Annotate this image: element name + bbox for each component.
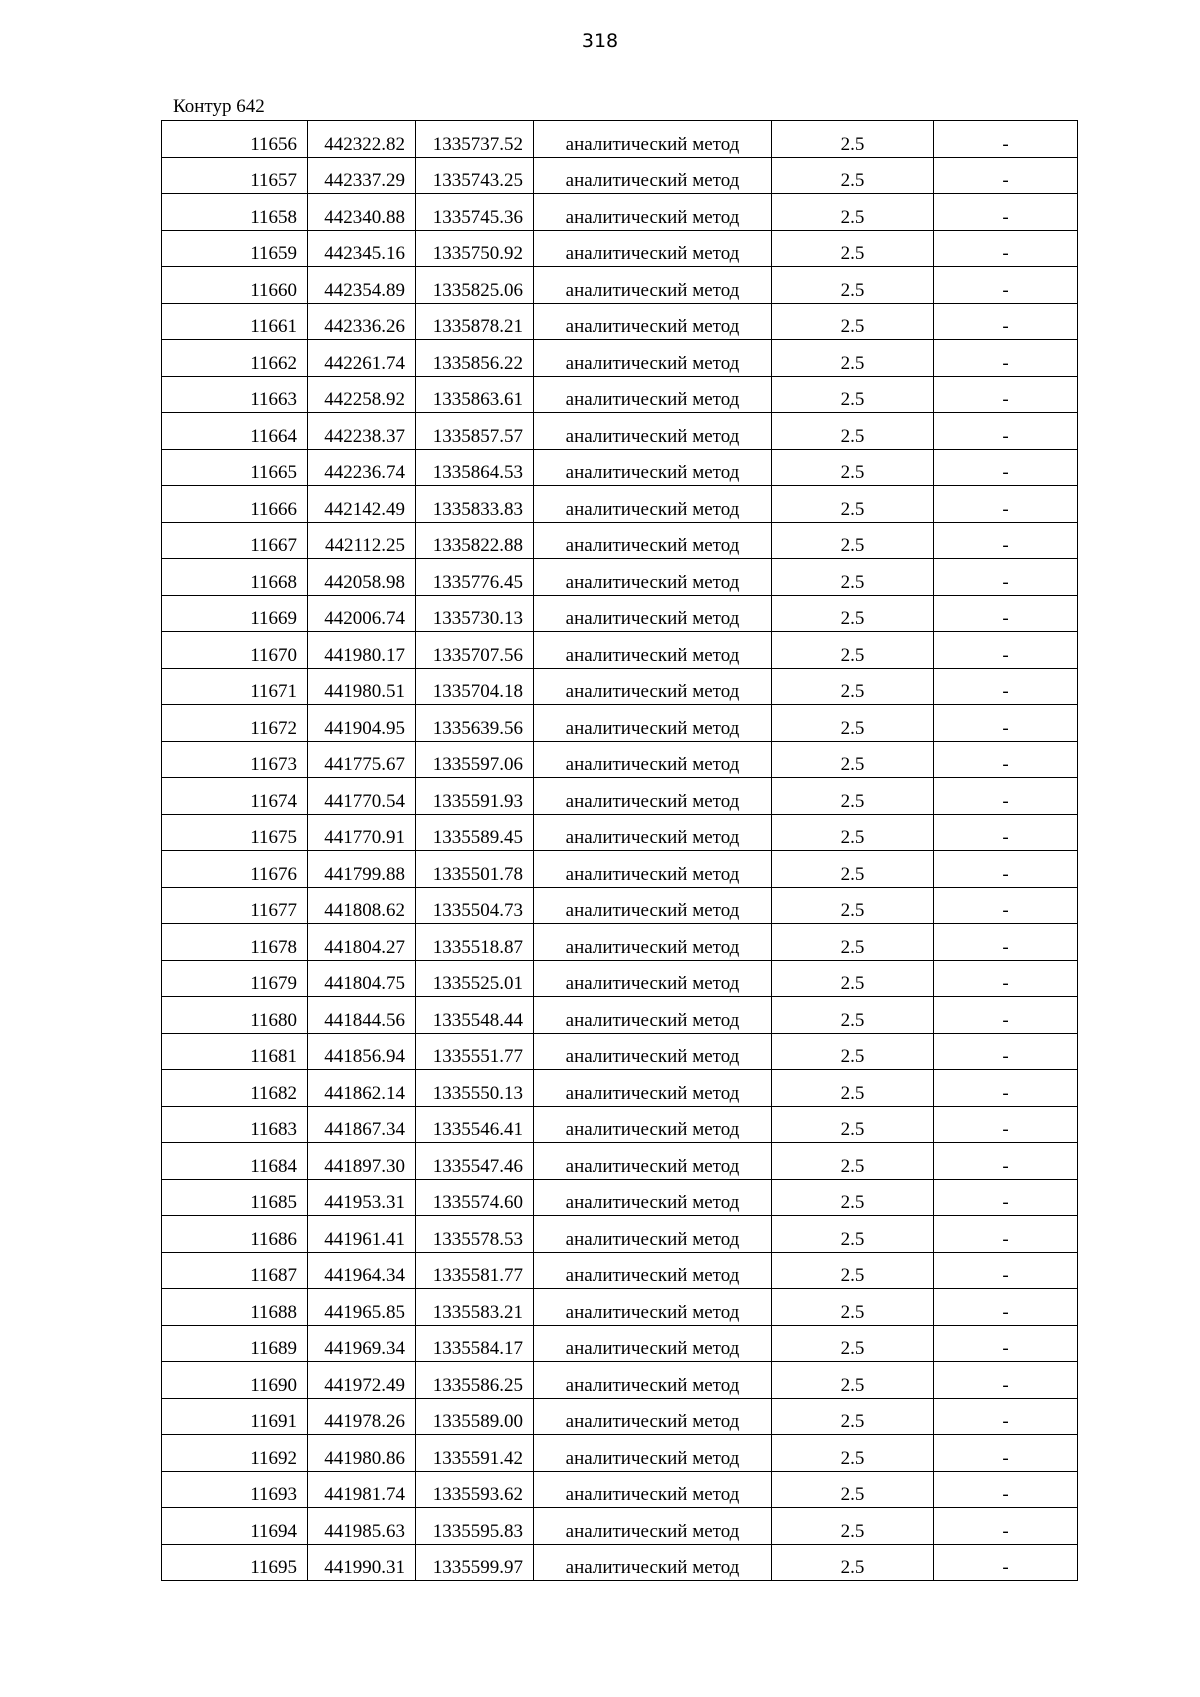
table-row bbox=[162, 267, 1078, 304]
x-coordinate-cell: 442336.26 bbox=[308, 303, 416, 340]
accuracy-cell: 2.5 bbox=[772, 1216, 934, 1253]
point-number-cell: 11687 bbox=[162, 1252, 308, 1289]
description-cell: - bbox=[934, 960, 1078, 997]
accuracy-cell: 2.5 bbox=[772, 157, 934, 194]
point-number-cell: 11670 bbox=[162, 632, 308, 669]
method-cell: аналитический метод bbox=[534, 668, 772, 705]
x-coordinate-cell: 441980.86 bbox=[308, 1435, 416, 1472]
method-cell: аналитический метод bbox=[534, 1435, 772, 1472]
accuracy-cell: 2.5 bbox=[772, 376, 934, 413]
method-cell: аналитический метод bbox=[534, 449, 772, 486]
table-row bbox=[162, 887, 1078, 924]
point-number-cell: 11692 bbox=[162, 1435, 308, 1472]
description-cell: - bbox=[934, 230, 1078, 267]
table-row bbox=[162, 1033, 1078, 1070]
y-coordinate-cell: 1335578.53 bbox=[416, 1216, 534, 1253]
point-number-cell: 11673 bbox=[162, 741, 308, 778]
x-coordinate-cell: 441980.51 bbox=[308, 668, 416, 705]
method-cell: аналитический метод bbox=[534, 1398, 772, 1435]
description-cell: - bbox=[934, 778, 1078, 815]
x-coordinate-cell: 441770.54 bbox=[308, 778, 416, 815]
table-row bbox=[162, 1471, 1078, 1508]
accuracy-cell: 2.5 bbox=[772, 559, 934, 596]
accuracy-cell: 2.5 bbox=[772, 230, 934, 267]
point-number-cell: 11681 bbox=[162, 1033, 308, 1070]
accuracy-cell: 2.5 bbox=[772, 1325, 934, 1362]
y-coordinate-cell: 1335639.56 bbox=[416, 705, 534, 742]
accuracy-cell: 2.5 bbox=[772, 194, 934, 231]
description-cell: - bbox=[934, 1435, 1078, 1472]
y-coordinate-cell: 1335550.13 bbox=[416, 1070, 534, 1107]
y-coordinate-cell: 1335548.44 bbox=[416, 997, 534, 1034]
y-coordinate-cell: 1335743.25 bbox=[416, 157, 534, 194]
description-cell: - bbox=[934, 1252, 1078, 1289]
point-number-cell: 11672 bbox=[162, 705, 308, 742]
method-cell: аналитический метод bbox=[534, 121, 772, 158]
x-coordinate-cell: 442354.89 bbox=[308, 267, 416, 304]
description-cell: - bbox=[934, 1179, 1078, 1216]
description-cell: - bbox=[934, 1398, 1078, 1435]
method-cell: аналитический метод bbox=[534, 522, 772, 559]
y-coordinate-cell: 1335583.21 bbox=[416, 1289, 534, 1326]
x-coordinate-cell: 441969.34 bbox=[308, 1325, 416, 1362]
method-cell: аналитический метод bbox=[534, 376, 772, 413]
point-number-cell: 11667 bbox=[162, 522, 308, 559]
method-cell: аналитический метод bbox=[534, 1252, 772, 1289]
table-row bbox=[162, 741, 1078, 778]
y-coordinate-cell: 1335591.93 bbox=[416, 778, 534, 815]
point-number-cell: 11676 bbox=[162, 851, 308, 888]
accuracy-cell: 2.5 bbox=[772, 1508, 934, 1545]
method-cell: аналитический метод bbox=[534, 1508, 772, 1545]
method-cell: аналитический метод bbox=[534, 157, 772, 194]
accuracy-cell: 2.5 bbox=[772, 887, 934, 924]
table-row bbox=[162, 559, 1078, 596]
y-coordinate-cell: 1335864.53 bbox=[416, 449, 534, 486]
table-row bbox=[162, 230, 1078, 267]
point-number-cell: 11660 bbox=[162, 267, 308, 304]
page-number: 318 bbox=[581, 30, 619, 52]
y-coordinate-cell: 1335750.92 bbox=[416, 230, 534, 267]
point-number-cell: 11693 bbox=[162, 1471, 308, 1508]
table-row bbox=[162, 303, 1078, 340]
table-row bbox=[162, 486, 1078, 523]
point-number-cell: 11694 bbox=[162, 1508, 308, 1545]
x-coordinate-cell: 441978.26 bbox=[308, 1398, 416, 1435]
x-coordinate-cell: 441804.27 bbox=[308, 924, 416, 961]
accuracy-cell: 2.5 bbox=[772, 486, 934, 523]
y-coordinate-cell: 1335878.21 bbox=[416, 303, 534, 340]
table-row bbox=[162, 1070, 1078, 1107]
table-row bbox=[162, 1106, 1078, 1143]
table-row bbox=[162, 960, 1078, 997]
method-cell: аналитический метод bbox=[534, 1179, 772, 1216]
description-cell: - bbox=[934, 121, 1078, 158]
method-cell: аналитический метод bbox=[534, 1143, 772, 1180]
point-number-cell: 11686 bbox=[162, 1216, 308, 1253]
method-cell: аналитический метод bbox=[534, 1362, 772, 1399]
accuracy-cell: 2.5 bbox=[772, 449, 934, 486]
y-coordinate-cell: 1335546.41 bbox=[416, 1106, 534, 1143]
table-row bbox=[162, 1435, 1078, 1472]
description-cell: - bbox=[934, 194, 1078, 231]
description-cell: - bbox=[934, 303, 1078, 340]
description-cell: - bbox=[934, 924, 1078, 961]
accuracy-cell: 2.5 bbox=[772, 1435, 934, 1472]
method-cell: аналитический метод bbox=[534, 1544, 772, 1581]
method-cell: аналитический метод bbox=[534, 1106, 772, 1143]
accuracy-cell: 2.5 bbox=[772, 1289, 934, 1326]
table-row bbox=[162, 997, 1078, 1034]
method-cell: аналитический метод bbox=[534, 1325, 772, 1362]
description-cell: - bbox=[934, 595, 1078, 632]
y-coordinate-cell: 1335501.78 bbox=[416, 851, 534, 888]
x-coordinate-cell: 441980.17 bbox=[308, 632, 416, 669]
method-cell: аналитический метод bbox=[534, 230, 772, 267]
accuracy-cell: 2.5 bbox=[772, 1252, 934, 1289]
accuracy-cell: 2.5 bbox=[772, 960, 934, 997]
x-coordinate-cell: 442322.82 bbox=[308, 121, 416, 158]
table-row bbox=[162, 668, 1078, 705]
description-cell: - bbox=[934, 851, 1078, 888]
x-coordinate-cell: 441953.31 bbox=[308, 1179, 416, 1216]
y-coordinate-cell: 1335776.45 bbox=[416, 559, 534, 596]
description-cell: - bbox=[934, 376, 1078, 413]
description-cell: - bbox=[934, 997, 1078, 1034]
y-coordinate-cell: 1335586.25 bbox=[416, 1362, 534, 1399]
table-row bbox=[162, 522, 1078, 559]
point-number-cell: 11684 bbox=[162, 1143, 308, 1180]
y-coordinate-cell: 1335574.60 bbox=[416, 1179, 534, 1216]
y-coordinate-cell: 1335591.42 bbox=[416, 1435, 534, 1472]
x-coordinate-cell: 441897.30 bbox=[308, 1143, 416, 1180]
x-coordinate-cell: 442058.98 bbox=[308, 559, 416, 596]
y-coordinate-cell: 1335593.62 bbox=[416, 1471, 534, 1508]
accuracy-cell: 2.5 bbox=[772, 303, 934, 340]
accuracy-cell: 2.5 bbox=[772, 522, 934, 559]
y-coordinate-cell: 1335551.77 bbox=[416, 1033, 534, 1070]
accuracy-cell: 2.5 bbox=[772, 632, 934, 669]
point-number-cell: 11677 bbox=[162, 887, 308, 924]
point-number-cell: 11689 bbox=[162, 1325, 308, 1362]
method-cell: аналитический метод bbox=[534, 1033, 772, 1070]
point-number-cell: 11665 bbox=[162, 449, 308, 486]
x-coordinate-cell: 442236.74 bbox=[308, 449, 416, 486]
description-cell: - bbox=[934, 559, 1078, 596]
table-row bbox=[162, 778, 1078, 815]
method-cell: аналитический метод bbox=[534, 1289, 772, 1326]
table-row bbox=[162, 1143, 1078, 1180]
y-coordinate-cell: 1335589.45 bbox=[416, 814, 534, 851]
y-coordinate-cell: 1335525.01 bbox=[416, 960, 534, 997]
y-coordinate-cell: 1335599.97 bbox=[416, 1544, 534, 1581]
point-number-cell: 11678 bbox=[162, 924, 308, 961]
accuracy-cell: 2.5 bbox=[772, 814, 934, 851]
accuracy-cell: 2.5 bbox=[772, 1398, 934, 1435]
accuracy-cell: 2.5 bbox=[772, 1179, 934, 1216]
x-coordinate-cell: 442345.16 bbox=[308, 230, 416, 267]
description-cell: - bbox=[934, 1471, 1078, 1508]
description-cell: - bbox=[934, 668, 1078, 705]
accuracy-cell: 2.5 bbox=[772, 705, 934, 742]
description-cell: - bbox=[934, 522, 1078, 559]
accuracy-cell: 2.5 bbox=[772, 1033, 934, 1070]
point-number-cell: 11666 bbox=[162, 486, 308, 523]
accuracy-cell: 2.5 bbox=[772, 267, 934, 304]
x-coordinate-cell: 441862.14 bbox=[308, 1070, 416, 1107]
table-row bbox=[162, 1179, 1078, 1216]
description-cell: - bbox=[934, 632, 1078, 669]
x-coordinate-cell: 441856.94 bbox=[308, 1033, 416, 1070]
description-cell: - bbox=[934, 705, 1078, 742]
accuracy-cell: 2.5 bbox=[772, 1544, 934, 1581]
table-row bbox=[162, 194, 1078, 231]
method-cell: аналитический метод bbox=[534, 559, 772, 596]
x-coordinate-cell: 442340.88 bbox=[308, 194, 416, 231]
method-cell: аналитический метод bbox=[534, 303, 772, 340]
x-coordinate-cell: 441775.67 bbox=[308, 741, 416, 778]
y-coordinate-cell: 1335584.17 bbox=[416, 1325, 534, 1362]
table-row bbox=[162, 157, 1078, 194]
method-cell: аналитический метод bbox=[534, 340, 772, 377]
y-coordinate-cell: 1335825.06 bbox=[416, 267, 534, 304]
x-coordinate-cell: 441799.88 bbox=[308, 851, 416, 888]
description-cell: - bbox=[934, 486, 1078, 523]
point-number-cell: 11661 bbox=[162, 303, 308, 340]
method-cell: аналитический метод bbox=[534, 997, 772, 1034]
y-coordinate-cell: 1335856.22 bbox=[416, 340, 534, 377]
description-cell: - bbox=[934, 413, 1078, 450]
table-row bbox=[162, 1544, 1078, 1581]
y-coordinate-cell: 1335518.87 bbox=[416, 924, 534, 961]
table-row bbox=[162, 340, 1078, 377]
table-row bbox=[162, 1508, 1078, 1545]
y-coordinate-cell: 1335833.83 bbox=[416, 486, 534, 523]
accuracy-cell: 2.5 bbox=[772, 340, 934, 377]
method-cell: аналитический метод bbox=[534, 267, 772, 304]
y-coordinate-cell: 1335504.73 bbox=[416, 887, 534, 924]
accuracy-cell: 2.5 bbox=[772, 1106, 934, 1143]
method-cell: аналитический метод bbox=[534, 632, 772, 669]
accuracy-cell: 2.5 bbox=[772, 851, 934, 888]
description-cell: - bbox=[934, 1033, 1078, 1070]
table-row bbox=[162, 413, 1078, 450]
point-number-cell: 11682 bbox=[162, 1070, 308, 1107]
x-coordinate-cell: 442258.92 bbox=[308, 376, 416, 413]
table-row bbox=[162, 1398, 1078, 1435]
point-number-cell: 11690 bbox=[162, 1362, 308, 1399]
point-number-cell: 11662 bbox=[162, 340, 308, 377]
method-cell: аналитический метод bbox=[534, 1070, 772, 1107]
method-cell: аналитический метод bbox=[534, 486, 772, 523]
description-cell: - bbox=[934, 1106, 1078, 1143]
x-coordinate-cell: 441904.95 bbox=[308, 705, 416, 742]
y-coordinate-cell: 1335581.77 bbox=[416, 1252, 534, 1289]
description-cell: - bbox=[934, 1216, 1078, 1253]
method-cell: аналитический метод bbox=[534, 851, 772, 888]
point-number-cell: 11671 bbox=[162, 668, 308, 705]
y-coordinate-cell: 1335707.56 bbox=[416, 632, 534, 669]
point-number-cell: 11659 bbox=[162, 230, 308, 267]
table-row bbox=[162, 376, 1078, 413]
point-number-cell: 11675 bbox=[162, 814, 308, 851]
x-coordinate-cell: 442337.29 bbox=[308, 157, 416, 194]
x-coordinate-cell: 442006.74 bbox=[308, 595, 416, 632]
table-row bbox=[162, 1216, 1078, 1253]
accuracy-cell: 2.5 bbox=[772, 778, 934, 815]
description-cell: - bbox=[934, 1362, 1078, 1399]
x-coordinate-cell: 441770.91 bbox=[308, 814, 416, 851]
x-coordinate-cell: 441985.63 bbox=[308, 1508, 416, 1545]
y-coordinate-cell: 1335595.83 bbox=[416, 1508, 534, 1545]
method-cell: аналитический метод bbox=[534, 960, 772, 997]
method-cell: аналитический метод bbox=[534, 413, 772, 450]
table-row bbox=[162, 1362, 1078, 1399]
table-row bbox=[162, 924, 1078, 961]
contour-label: Контур 642 bbox=[173, 96, 265, 117]
x-coordinate-cell: 441972.49 bbox=[308, 1362, 416, 1399]
accuracy-cell: 2.5 bbox=[772, 1143, 934, 1180]
x-coordinate-cell: 441804.75 bbox=[308, 960, 416, 997]
table-row bbox=[162, 814, 1078, 851]
x-coordinate-cell: 441844.56 bbox=[308, 997, 416, 1034]
method-cell: аналитический метод bbox=[534, 741, 772, 778]
description-cell: - bbox=[934, 340, 1078, 377]
table-row bbox=[162, 1325, 1078, 1362]
y-coordinate-cell: 1335730.13 bbox=[416, 595, 534, 632]
description-cell: - bbox=[934, 1544, 1078, 1581]
y-coordinate-cell: 1335863.61 bbox=[416, 376, 534, 413]
point-number-cell: 11663 bbox=[162, 376, 308, 413]
method-cell: аналитический метод bbox=[534, 194, 772, 231]
accuracy-cell: 2.5 bbox=[772, 1471, 934, 1508]
description-cell: - bbox=[934, 449, 1078, 486]
point-number-cell: 11668 bbox=[162, 559, 308, 596]
y-coordinate-cell: 1335589.00 bbox=[416, 1398, 534, 1435]
table-row bbox=[162, 121, 1078, 158]
description-cell: - bbox=[934, 1143, 1078, 1180]
point-number-cell: 11658 bbox=[162, 194, 308, 231]
point-number-cell: 11680 bbox=[162, 997, 308, 1034]
accuracy-cell: 2.5 bbox=[772, 924, 934, 961]
point-number-cell: 11669 bbox=[162, 595, 308, 632]
method-cell: аналитический метод bbox=[534, 814, 772, 851]
table-row bbox=[162, 632, 1078, 669]
table-row bbox=[162, 851, 1078, 888]
y-coordinate-cell: 1335547.46 bbox=[416, 1143, 534, 1180]
table-row bbox=[162, 595, 1078, 632]
point-number-cell: 11656 bbox=[162, 121, 308, 158]
x-coordinate-cell: 441867.34 bbox=[308, 1106, 416, 1143]
description-cell: - bbox=[934, 887, 1078, 924]
point-number-cell: 11695 bbox=[162, 1544, 308, 1581]
point-number-cell: 11674 bbox=[162, 778, 308, 815]
x-coordinate-cell: 442142.49 bbox=[308, 486, 416, 523]
y-coordinate-cell: 1335745.36 bbox=[416, 194, 534, 231]
point-number-cell: 11664 bbox=[162, 413, 308, 450]
description-cell: - bbox=[934, 814, 1078, 851]
point-number-cell: 11685 bbox=[162, 1179, 308, 1216]
x-coordinate-cell: 441965.85 bbox=[308, 1289, 416, 1326]
accuracy-cell: 2.5 bbox=[772, 668, 934, 705]
y-coordinate-cell: 1335737.52 bbox=[416, 121, 534, 158]
table-row bbox=[162, 449, 1078, 486]
accuracy-cell: 2.5 bbox=[772, 595, 934, 632]
description-cell: - bbox=[934, 741, 1078, 778]
description-cell: - bbox=[934, 1325, 1078, 1362]
y-coordinate-cell: 1335704.18 bbox=[416, 668, 534, 705]
description-cell: - bbox=[934, 1508, 1078, 1545]
method-cell: аналитический метод bbox=[534, 1216, 772, 1253]
method-cell: аналитический метод bbox=[534, 595, 772, 632]
description-cell: - bbox=[934, 1070, 1078, 1107]
point-number-cell: 11688 bbox=[162, 1289, 308, 1326]
accuracy-cell: 2.5 bbox=[772, 1362, 934, 1399]
x-coordinate-cell: 442261.74 bbox=[308, 340, 416, 377]
x-coordinate-cell: 441808.62 bbox=[308, 887, 416, 924]
method-cell: аналитический метод bbox=[534, 705, 772, 742]
table-row bbox=[162, 1252, 1078, 1289]
accuracy-cell: 2.5 bbox=[772, 1070, 934, 1107]
point-number-cell: 11683 bbox=[162, 1106, 308, 1143]
description-cell: - bbox=[934, 157, 1078, 194]
point-number-cell: 11679 bbox=[162, 960, 308, 997]
method-cell: аналитический метод bbox=[534, 924, 772, 961]
coordinates-table bbox=[161, 120, 1078, 1581]
x-coordinate-cell: 441964.34 bbox=[308, 1252, 416, 1289]
accuracy-cell: 2.5 bbox=[772, 741, 934, 778]
accuracy-cell: 2.5 bbox=[772, 413, 934, 450]
point-number-cell: 11657 bbox=[162, 157, 308, 194]
accuracy-cell: 2.5 bbox=[772, 997, 934, 1034]
table-row bbox=[162, 1289, 1078, 1326]
y-coordinate-cell: 1335597.06 bbox=[416, 741, 534, 778]
x-coordinate-cell: 441961.41 bbox=[308, 1216, 416, 1253]
accuracy-cell: 2.5 bbox=[772, 121, 934, 158]
table-row bbox=[162, 705, 1078, 742]
coordinates-table-body bbox=[162, 121, 1078, 1581]
x-coordinate-cell: 442238.37 bbox=[308, 413, 416, 450]
method-cell: аналитический метод bbox=[534, 1471, 772, 1508]
description-cell: - bbox=[934, 267, 1078, 304]
y-coordinate-cell: 1335822.88 bbox=[416, 522, 534, 559]
x-coordinate-cell: 441981.74 bbox=[308, 1471, 416, 1508]
method-cell: аналитический метод bbox=[534, 778, 772, 815]
y-coordinate-cell: 1335857.57 bbox=[416, 413, 534, 450]
x-coordinate-cell: 442112.25 bbox=[308, 522, 416, 559]
description-cell: - bbox=[934, 1289, 1078, 1326]
method-cell: аналитический метод bbox=[534, 887, 772, 924]
x-coordinate-cell: 441990.31 bbox=[308, 1544, 416, 1581]
point-number-cell: 11691 bbox=[162, 1398, 308, 1435]
